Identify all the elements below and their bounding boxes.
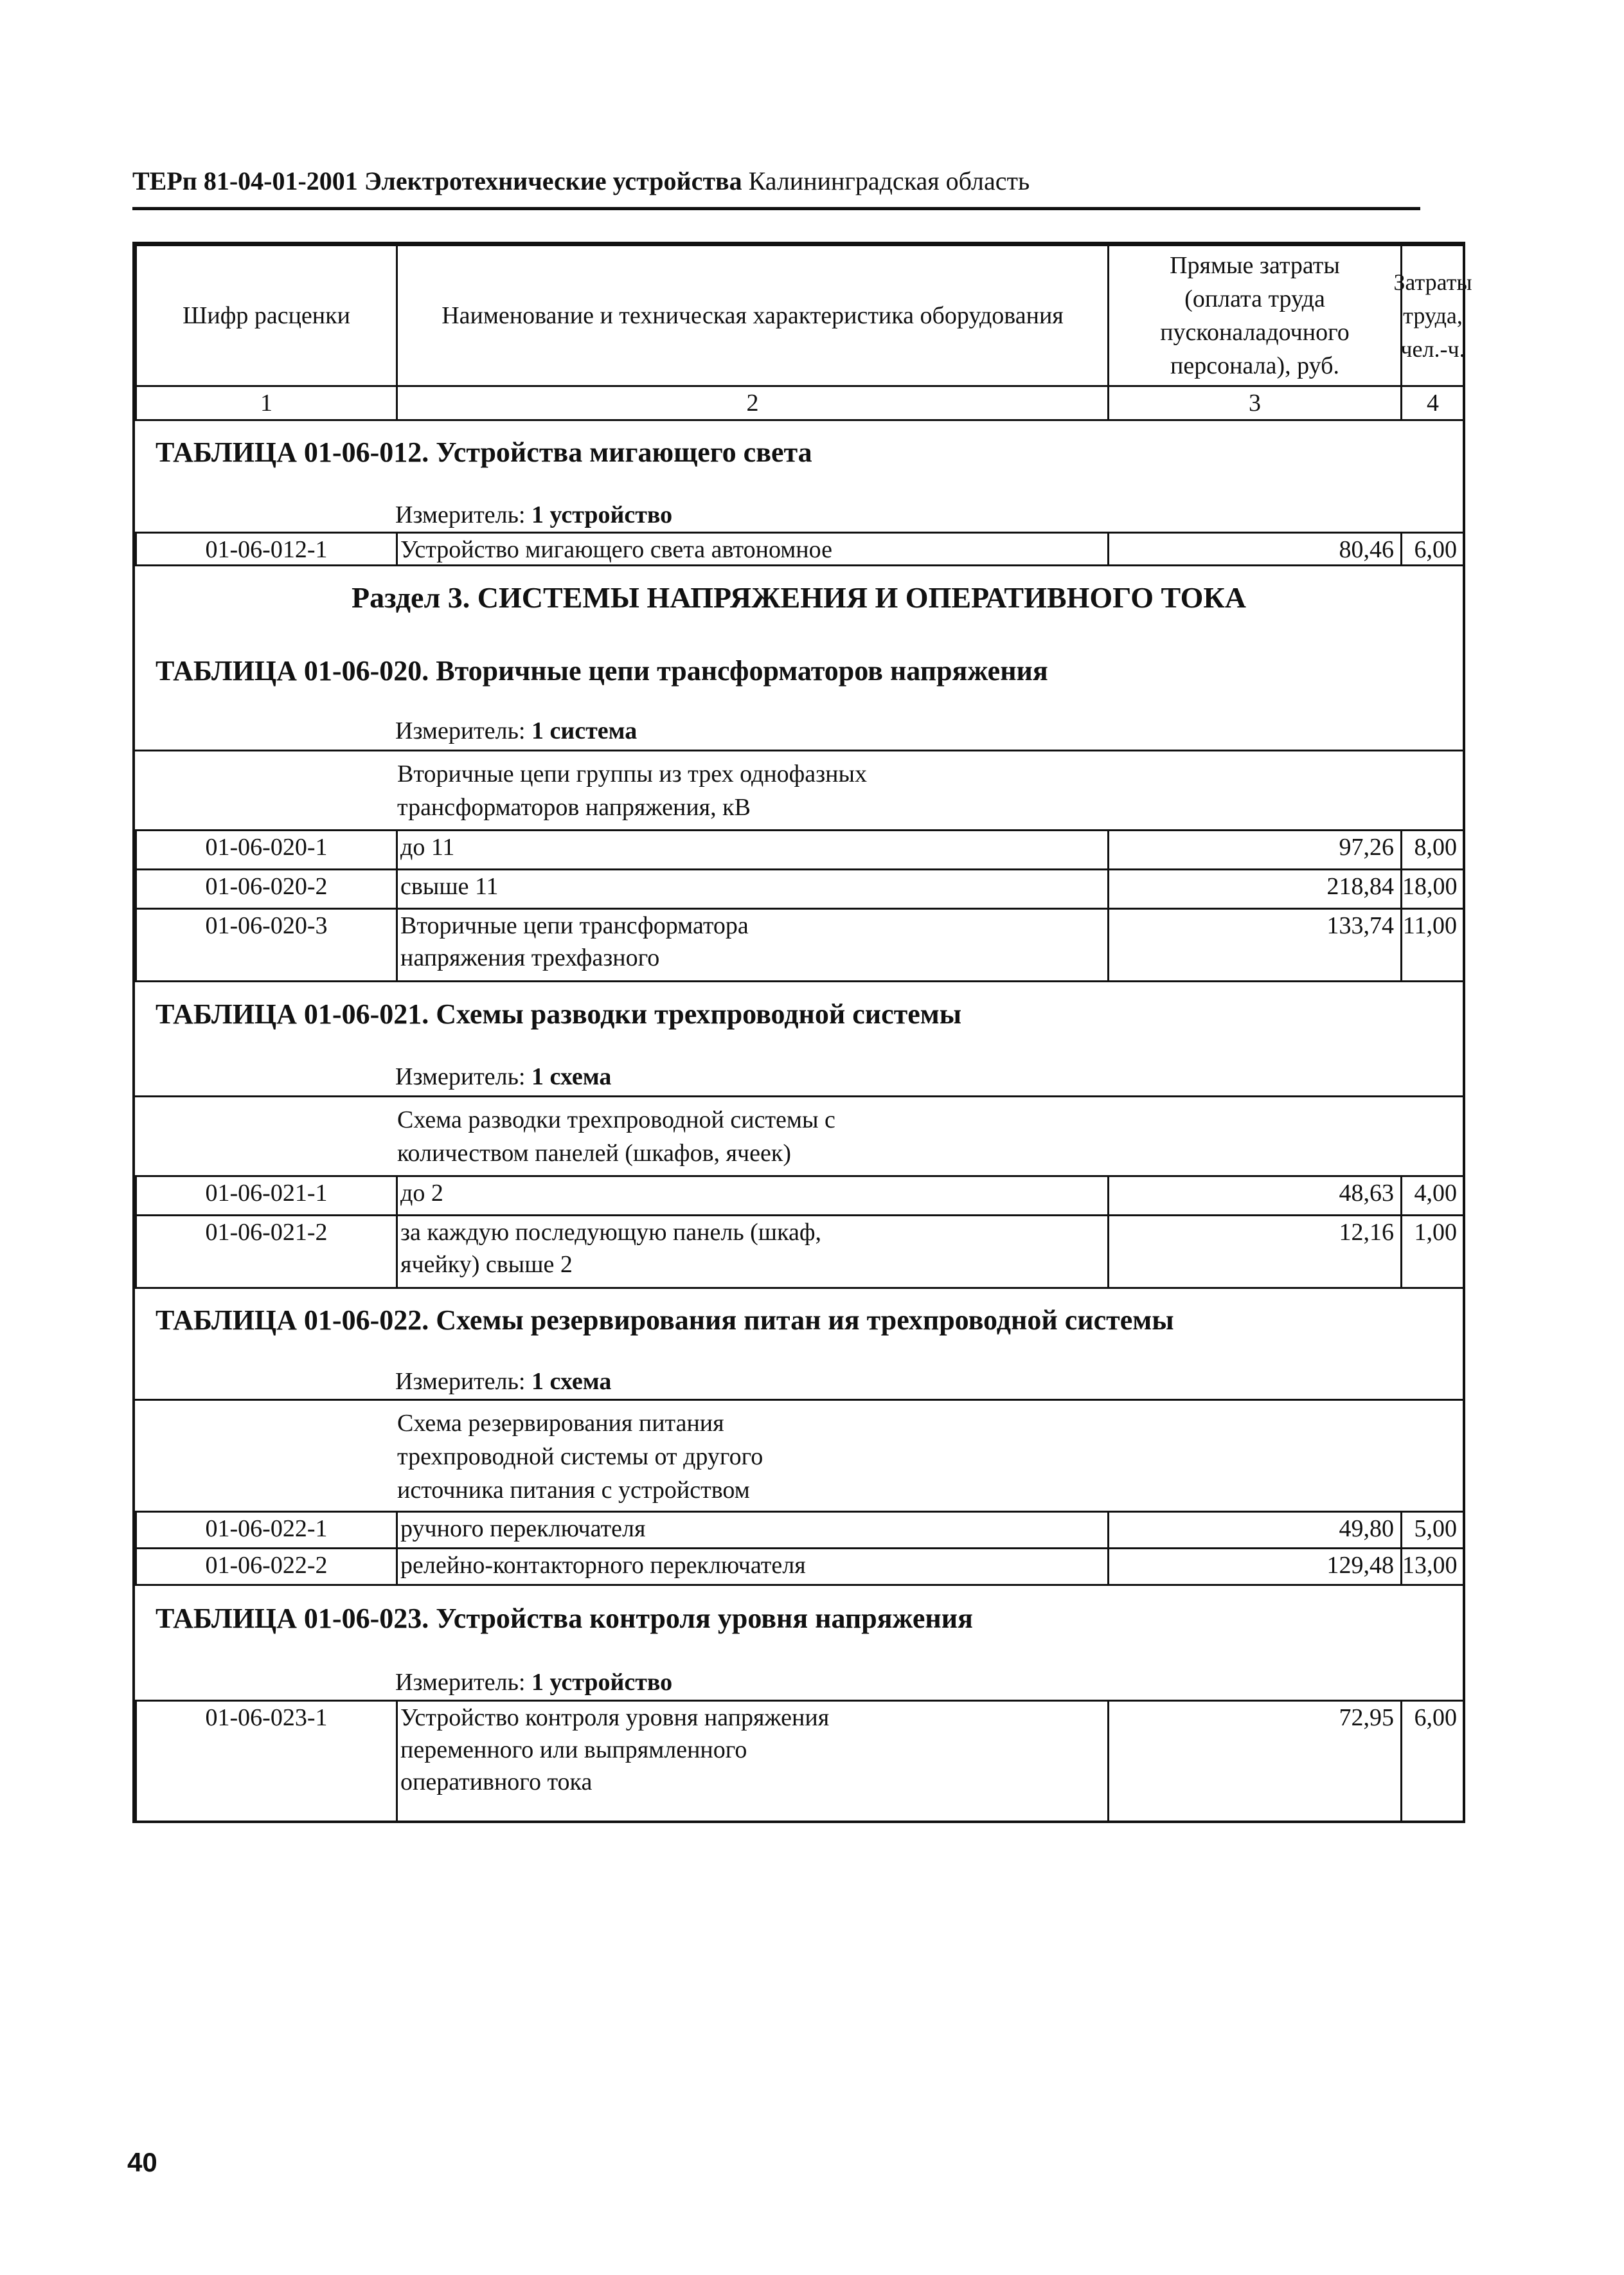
row-name (396, 1214, 1109, 1289)
table-title-012: ТАБЛИЦА 01-06-012. Устройства мигающего света (156, 436, 812, 468)
row-cost: 218,84 (1107, 868, 1402, 910)
column-number-row (135, 385, 1463, 421)
row-name: релейно-контакторного переключателя (396, 1547, 1109, 1586)
col-header-cost: Прямые затраты (оплата труда пусконаладочного персонала), руб. (1107, 244, 1402, 387)
row-name-line: Устройство контроля уровня напряжения (400, 1704, 830, 1731)
meter-012 (395, 499, 672, 531)
divider (135, 750, 1463, 751)
row-labor: 18,00 (1400, 868, 1465, 910)
row-name: до 2 (396, 1175, 1109, 1216)
group-line: Схема разводки трехпроводной системы с (397, 1106, 835, 1133)
row-code: 01-06-020-1 (135, 829, 398, 870)
group-line: Вторичные цепи группы из трех однофазных (397, 760, 868, 787)
meter-023 (395, 1666, 672, 1698)
table-row (135, 908, 1463, 982)
row-name-line: напряжения трехфазного (400, 944, 660, 971)
running-header (132, 163, 1420, 199)
row-cost: 129,48 (1107, 1547, 1402, 1586)
row-cost: 12,16 (1107, 1214, 1402, 1289)
col-header-code: Шифр расценки (135, 244, 398, 387)
group-line: трехпроводной системы от другого (397, 1443, 763, 1470)
group-description (397, 757, 867, 824)
row-code: 01-06-022-1 (135, 1511, 398, 1549)
row-labor: 4,00 (1400, 1175, 1465, 1216)
row-cost: 97,26 (1107, 829, 1402, 870)
group-line: количеством панелей (шкафов, ячеек) (397, 1140, 791, 1167)
row-code: 01-06-021-1 (135, 1175, 398, 1216)
group-line: трансформаторов напряжения, кВ (397, 794, 751, 821)
divider (135, 1399, 1463, 1401)
table-row (135, 1175, 1463, 1216)
page-number: 40 (127, 2147, 157, 2177)
row-name: до 11 (396, 829, 1109, 870)
row-code: 01-06-020-2 (135, 868, 398, 910)
table-title-020: ТАБЛИЦА 01-06-020. Вторичные цепи трансформаторов напряжения (156, 655, 1048, 687)
table-row (135, 1214, 1463, 1289)
price-table (132, 242, 1472, 1823)
meter-value: 1 система (531, 717, 638, 744)
row-code: 01-06-023-1 (135, 1700, 398, 1823)
row-name-line: за каждую последующую панель (шкаф, (400, 1219, 821, 1246)
table-row (135, 1511, 1463, 1549)
meter-022 (395, 1365, 611, 1398)
col-header-name: Наименование и техническая характеристика оборудования (396, 244, 1109, 387)
table-title-023: ТАБЛИЦА 01-06-023. Устройства контроля уровня напряжения (156, 1603, 973, 1634)
row-labor: 8,00 (1400, 829, 1465, 870)
meter-value: 1 устройство (531, 501, 673, 528)
col-header-labor: Затраты труда, чел.-ч. (1400, 244, 1465, 387)
row-labor: 1,00 (1400, 1214, 1465, 1289)
row-name-line: переменного или выпрямленного (400, 1736, 747, 1763)
meter-value: 1 устройство (531, 1669, 673, 1696)
col-num-3: 3 (1107, 385, 1402, 421)
meter-021 (395, 1061, 611, 1093)
table-row (135, 1547, 1463, 1586)
row-name-line: ячейку) свыше 2 (400, 1251, 573, 1278)
document-code: ТЕРп 81-04-01-2001 (132, 166, 358, 195)
row-cost: 72,95 (1107, 1700, 1402, 1823)
row-name (396, 908, 1109, 982)
row-labor: 6,00 (1400, 532, 1465, 566)
row-name (396, 1700, 1109, 1823)
group-description (397, 1407, 763, 1507)
meter-label: Измеритель: (395, 1063, 526, 1090)
meter-label: Измеритель: (395, 717, 526, 744)
row-name: ручного переключателя (396, 1511, 1109, 1549)
col-num-1: 1 (135, 385, 398, 421)
meter-label: Измеритель: (395, 1368, 526, 1395)
meter-label: Измеритель: (395, 501, 526, 528)
row-cost: 133,74 (1107, 908, 1402, 982)
section-title: Раздел 3. СИСТЕМЫ НАПРЯЖЕНИЯ И ОПЕРАТИВНОГО ТОКА (352, 581, 1246, 614)
table-title-022: ТАБЛИЦА 01-06-022. Схемы резервирования питан ия трехпроводной системы (156, 1304, 1174, 1336)
col-num-2: 2 (396, 385, 1109, 421)
meter-value: 1 схема (531, 1368, 612, 1395)
group-line: источника питания с устройством (397, 1477, 750, 1504)
table-row (135, 868, 1463, 910)
group-line: Схема резервирования питания (397, 1410, 724, 1437)
row-name-line: Вторичные цепи трансформатора (400, 912, 749, 939)
table-row (135, 1700, 1463, 1823)
row-labor: 13,00 (1400, 1547, 1465, 1586)
row-name: Устройство мигающего света автономное (396, 532, 1109, 566)
meter-label: Измеритель: (395, 1669, 526, 1696)
row-code: 01-06-021-2 (135, 1214, 398, 1289)
row-code: 01-06-020-3 (135, 908, 398, 982)
row-labor: 6,00 (1400, 1700, 1465, 1823)
header-rule (132, 207, 1420, 210)
row-cost: 80,46 (1107, 532, 1402, 566)
table-header-row (135, 244, 1472, 387)
row-labor: 11,00 (1400, 908, 1465, 982)
row-labor: 5,00 (1400, 1511, 1465, 1549)
document-region: Калининградская область (748, 166, 1030, 195)
meter-020 (395, 715, 637, 747)
row-cost: 48,63 (1107, 1175, 1402, 1216)
table-row (135, 532, 1463, 566)
row-code: 01-06-012-1 (135, 532, 398, 566)
group-description (397, 1103, 835, 1170)
row-code: 01-06-022-2 (135, 1547, 398, 1586)
divider (135, 1095, 1463, 1097)
col-num-4: 4 (1400, 385, 1465, 421)
table-title-021: ТАБЛИЦА 01-06-021. Схемы разводки трехпроводной системы (156, 998, 962, 1030)
row-cost: 49,80 (1107, 1511, 1402, 1549)
table-row (135, 829, 1463, 870)
document-title: Электротехнические устройства (364, 166, 742, 195)
row-name-line: оперативного тока (400, 1768, 593, 1795)
meter-value: 1 схема (531, 1063, 612, 1090)
row-name: свыше 11 (396, 868, 1109, 910)
